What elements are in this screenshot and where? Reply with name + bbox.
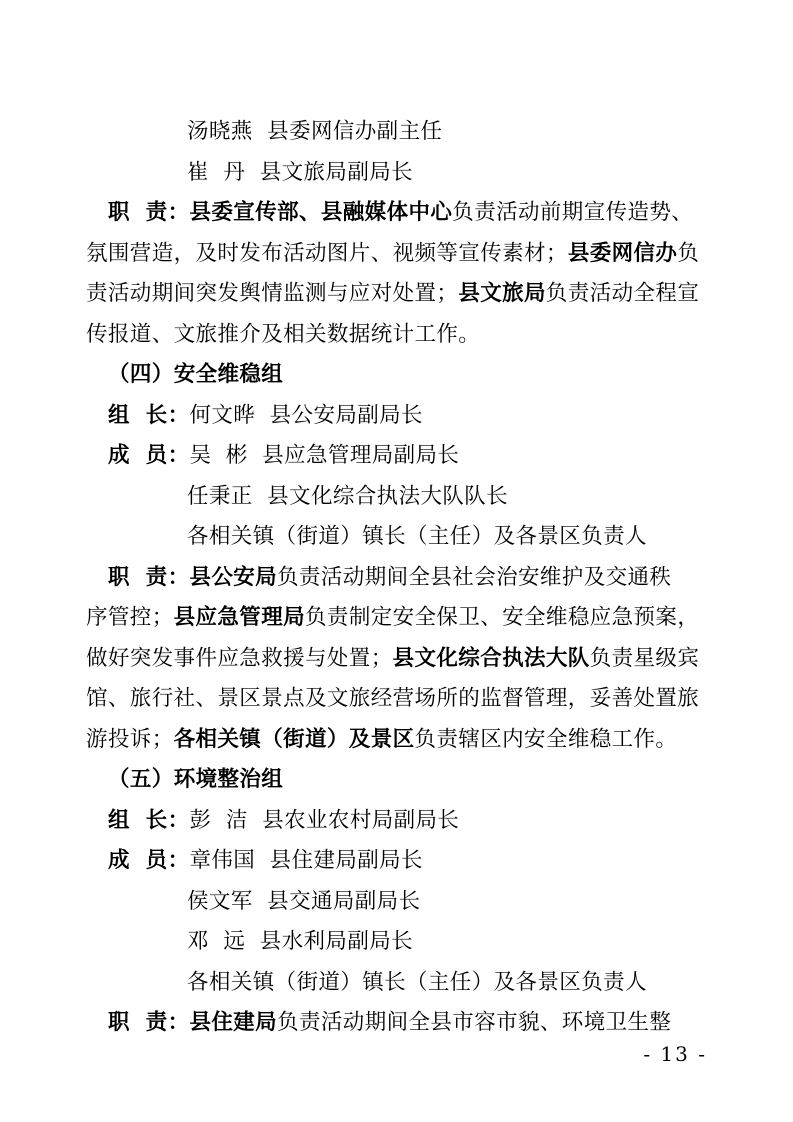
- emphasis-text: 县委宣传部、县融媒体中心: [189, 200, 453, 225]
- document-line: [86, 234, 707, 275]
- body-text: 崔 丹 县文旅局副局长: [187, 159, 414, 185]
- body-text: 负责活动期间全县社会治安维护及交通秩: [277, 564, 672, 590]
- document-line: [86, 720, 707, 761]
- body-text: 邓 远 县水利局副局长: [187, 929, 414, 954]
- body-text: 游投诉；: [86, 726, 174, 752]
- body-text: 负责活动全程宣: [545, 281, 700, 306]
- emphasis-text: 职 责：: [108, 200, 190, 225]
- emphasis-text: 县住建局: [189, 1010, 278, 1035]
- document-line: [86, 396, 707, 437]
- emphasis-text: 县委网信办: [567, 240, 678, 266]
- emphasis-text: 成 员：: [108, 848, 190, 873]
- emphasis-text: 各相关镇（街道）及景区: [173, 726, 415, 752]
- document-line: [86, 922, 707, 963]
- document-line: [86, 274, 707, 315]
- body-text: 序管控；: [86, 605, 174, 630]
- emphasis-text: 县文旅局: [458, 281, 546, 306]
- body-text: 吴 彬 县应急管理局副局长: [189, 443, 460, 468]
- body-text: 氛围营造，及时发布活动图片、视频等宣传素材；: [86, 240, 568, 266]
- body-text: 章伟国 县住建局副局长: [189, 848, 423, 873]
- document-line: [86, 598, 707, 639]
- document-line: [86, 477, 707, 518]
- page-number: - 13 -: [643, 1042, 707, 1066]
- document-line: [86, 760, 707, 801]
- body-text: 何文晔 县公安局副局长: [189, 402, 423, 428]
- document-line: [86, 558, 707, 599]
- document-line: [86, 639, 707, 680]
- body-text: 责活动期间突发舆情监测与应对处置；: [86, 281, 459, 306]
- document-line: [86, 112, 707, 153]
- document-line: [86, 963, 707, 1004]
- document-line: [86, 153, 707, 194]
- emphasis-text: （五）环境整治组: [108, 767, 284, 792]
- emphasis-text: 县应急管理局: [173, 605, 306, 630]
- emphasis-text: 组 长：: [108, 402, 190, 428]
- document-line: [86, 882, 707, 923]
- body-text: 各相关镇（街道）镇长（主任）及各景区负责人: [187, 969, 647, 995]
- emphasis-text: 职 责：: [108, 1010, 190, 1035]
- body-text: 各相关镇（街道）镇长（主任）及各景区负责人: [187, 524, 647, 549]
- body-text: 负责星级宾: [589, 645, 700, 671]
- body-text: 任秉正 县文化综合执法大队队长: [187, 483, 509, 509]
- body-text: 负责制定安全保卫、安全维稳应急预案，: [305, 605, 700, 630]
- body-text: 彭 洁 县农业农村局副局长: [189, 807, 460, 833]
- document-line: [86, 801, 707, 842]
- emphasis-text: 组 长：: [108, 807, 190, 833]
- document-line: [86, 315, 707, 356]
- emphasis-text: 成 员：: [108, 443, 190, 468]
- emphasis-text: （四）安全维稳组: [108, 362, 284, 387]
- document-line: [86, 436, 707, 477]
- body-text: 馆、旅行社、景区景点及文旅经营场所的监督管理，妥善处置旅: [86, 686, 700, 711]
- body-text: 做好突发事件应急救援与处置；: [86, 645, 393, 671]
- body-text: 负责活动期间全县市容市貌、环境卫生整: [277, 1010, 672, 1035]
- document-line: [86, 355, 707, 396]
- body-text: 侯文军 县交通局副局长: [187, 888, 421, 914]
- document-line: [86, 679, 707, 720]
- emphasis-text: 职 责：: [108, 564, 190, 590]
- document-line: [86, 841, 707, 882]
- body-text: 负责辖区内安全维稳工作。: [414, 726, 678, 752]
- body-text: 负: [677, 240, 700, 266]
- document-body: [86, 112, 707, 1044]
- emphasis-text: 县文化综合执法大队: [392, 645, 590, 671]
- document-line: [86, 1003, 707, 1044]
- body-text: 汤晓燕 县委网信办副主任: [187, 119, 443, 144]
- document-line: [86, 517, 707, 558]
- document-line: [86, 193, 707, 234]
- body-text: 负责活动前期宣传造势、: [452, 200, 694, 225]
- emphasis-text: 县公安局: [189, 564, 278, 590]
- body-text: 传报道、文旅推介及相关数据统计工作。: [86, 321, 481, 347]
